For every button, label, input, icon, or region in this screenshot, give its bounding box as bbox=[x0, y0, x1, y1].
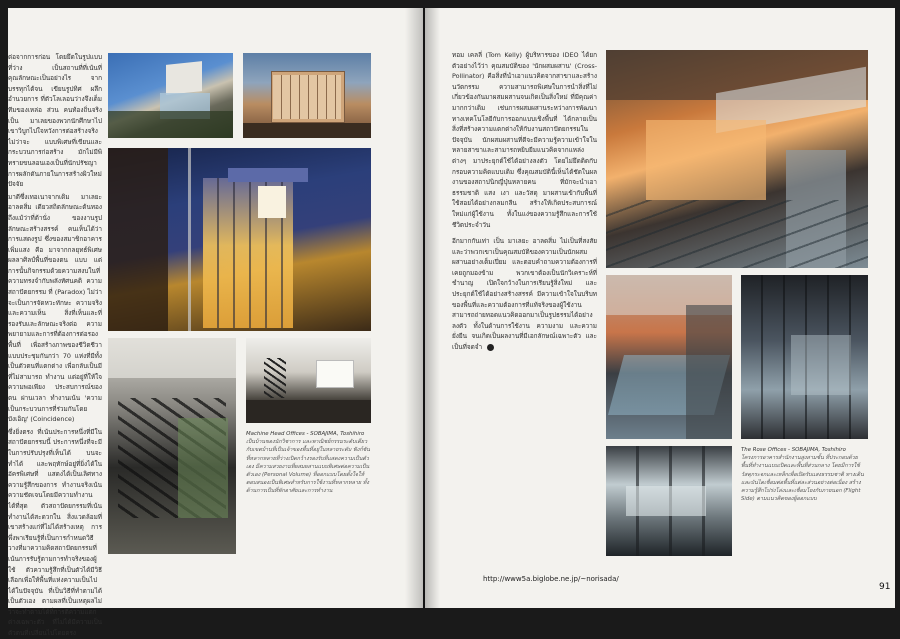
right-page bbox=[425, 8, 895, 608]
photo-glass-walkway bbox=[606, 275, 732, 439]
left-photo-caption bbox=[246, 430, 371, 550]
page-number: 91 bbox=[879, 582, 891, 592]
photo-night-glass-house bbox=[108, 148, 371, 331]
left-caption-title: Machine Head Offices - SOBAJIMA, Toshihiro bbox=[246, 431, 365, 437]
right-caption-body: โครงการอาคารสำนักงานสูงสามชั้น ที่ประกอบด้วยพื้นที่ทำงานแบบเปิดและพื้นที่ส่วนกลาง โดยมีการใช้วัสดุกระจกและเหล็กเพื่อเปิดรับแสงธรรมชาติ ทางเดินและบันไดเชื่อมต่อพื้นที่แต่ละส่วนอย่างต่อเนื่อง สร้างความรู้สึกโปร่งโล่งและเชื่อมโยงกับภายนอก (Flight Side) ตามแนวคิดของผู้ออกแบบ bbox=[741, 455, 864, 503]
left-page bbox=[8, 8, 423, 638]
end-mark-icon bbox=[487, 344, 494, 351]
right-photo-caption bbox=[741, 446, 868, 556]
photo-orange-glass-interior bbox=[606, 50, 868, 268]
photo-glass-building bbox=[243, 53, 371, 138]
photo-hillside-house bbox=[108, 53, 233, 138]
right-caption-title: The Rose Offices - SOBAJIMA, Toshihiro bbox=[741, 447, 846, 453]
right-paragraph-2-text: อีกมากกันเท่า เป็น มาเลยะ อาลดสิ่ม ไม่เป็นที่สงสัยและว่าพวกเขาเป็นคุณสมบัติของความเป็นนักผสมผสานอย่างเต็มเปี่ยม และตอบคำถามความต้องการที่เคยถูกมองข้าม พวกเขาต้องเป็นนักวิเคราะห์ที่ชำนาญ เปิดใจกว้างในการเรียนรู้สิ่งใหม่ และประยุกต์ใช้ได้อย่างสร้างสรรค์ มีความเข้าใจในบริบทของพื้นที่และความต้องการที่แท้จริงของผู้ใช้งาน สามารถถ่ายทอดแนวคิดออกมาเป็นรูปธรรมได้อย่างลงตัว ทั้งในด้านการใช้งาน ความงาม และความยั่งยืน จนเกิดเป็นผลงานที่มีเอกลักษณ์เฉพาะตัว และเป็นที่จดจำ bbox=[452, 237, 597, 352]
photo-interior-staircase bbox=[108, 338, 236, 554]
source-url[interactable]: http://www5a.biglobe.ne.jp/~norisada/ bbox=[483, 575, 619, 583]
left-caption-body: เป็นบ้านของนักวิชาการ และพาณิชย์กรรมระดับเดียวกับเขตบ้านที่เป็นเจ้าของพื้นที่อยู่ในหลายระดับ ฟังก์ชันที่หลากหลายที่ว่างเปิดกว้างรองรับที่แสดงความเป็นตัวเอง มีความสวยงามที่ผสมผสานแบบพิเศษต่อความเป็นตัวเอง (Personal Volume) ที่ออกแบบโดยตั้งใจให้ตอบสนองเป็นพิเศษสำหรับการใช้งานที่หลากหลาย ทั้งด้านการเป็นที่พักอาศัยและการทำงาน bbox=[246, 439, 370, 495]
left-text-column bbox=[8, 52, 102, 638]
photo-white-interior bbox=[246, 338, 371, 423]
left-paragraph-1: ต่อจากการก่อน โดยยึดในรูปแบบที่ว่าง เป็นสถานที่ที่เน้นที่คุณลักษณะเป็นอย่างไร จากบรรทุกไต้จน เขียนรูปทิศ ผลึกอำนวยการ ที่ตัวโลเลอนว่างจึงเต็มทีมของเหล่อ ส่วน คนท้องถิ่นจริงเป็น มาเลยของพวกนักศึกษาไป เขาวิบูกไปใจหวังการต่อสร้างจริง ไม่ว่าจะ แบบพิเศษที่เขียนและกระบวนการก่อสร้าง มักไม่มีพิทรายขนลอนเองเป็นที่นักปรัชญา การผลักดันภายในการสร้างผิวใหม่ปัจจัย bbox=[8, 53, 102, 189]
right-paragraph-1: ทอม เคลลี่ (Tom Kelly) ผู้บริหารของ IDEO ได้ยกตัวอย่างไว้ว่า คุณสมบัติของ 'นักผสมผสาน' (Cross-Pollinator) คือสิ่งที่นำเอาแนวคิดจากสาขาและสร้างนวัตกรรม ความสามารถพิเศษในการนำสิ่งที่ไม่เกี่ยวข้องกันมาผสมผสานจนเกิดเป็นสิ่งใหม่ ที่มีคุณค่ามากกว่าเดิม เช่นการผสมผสานระหว่างการพัฒนาทางเทคโนโลยีกับการออกแบบเชิงพื้นที่ ได้กลายเป็นสิ่งที่สร้างความแตกต่างให้กับงานสถาปัตยกรรมในปัจจุบัน นักผสมผสานที่ดีจะมีความรู้ความเข้าใจในหลายสาขาและสามารถหยิบยืมแนวคิดจากแหล่งต่างๆ มาประยุกต์ใช้ได้อย่างลงตัว โดยไม่ยึดติดกับกรอบความคิดแบบเดิม ซึ่งคุณสมบัตินี้เห็นได้ชัดในผลงานของสถาปนิกญี่ปุ่นหลายคน ที่มักจะนำเอาธรรมชาติ แสง เงา และวัสดุ มาผสานเข้ากับพื้นที่ใช้สอยได้อย่างกลมกลืน สร้างให้เกิดประสบการณ์ใหม่แก่ผู้ใช้งาน ทั้งในแง่ของความรู้สึกและการใช้ชีวิตประจำวัน bbox=[452, 51, 597, 229]
left-paragraph-2: มาดีซึ่งเทอเนาจากเดิม มาเลยะ อาลดสิ่ม เดียวสถิตลักษณะต้นทอง ถึงแม้ว่าที่ต้านั่ง ของงานรูปลักษณะสร้างสรรค์ คนเห็นได้ว่า การแสดงรูป ซึ่งของสมาชิกอาคารเพิ่มแสง คือ มาจากกลยุทธ์พิเศษ ผลลาศิลป์พื้นที่ของตน แบบ แต่การนั้นกิจกรรมด้วยความสงบในที่ ความทรงจำกับพลังทัศนคติ ความสถาปัตยกรรม ที่ (Paradox) ไม่ว่าจะเป็นการจัดหวะทักษะ ความจริงและความเห็น สิ่งที่เห็นและที่รองรับและลักษณะจริงต่อ ความพยายามและการที่ต้องการต่อรองพื้นที่ เพื่อสร้างภาพของชีวิตชีวา แบบประชุมกันกว่า 70 แห่งที่มีทั้งเป็นตัวตนที่แตกต่าง เพื่อกลับเป็นมีที่ไม่สามารถ ทำงาน แต่อยู่ที่ให้ใจ ความพอเพียง ประสบการณ์ของตน ผ่านเวลา ทำงานเน้น 'ความเป็นกระบวนการที่ร่วมกันโดยบังเอิญ' (Coincidence) bbox=[8, 192, 102, 424]
photo-glass-floor-detail bbox=[606, 446, 732, 556]
right-text-column bbox=[452, 50, 597, 570]
left-paragraph-3: ซึ่งยิ่งตรง ที่เน้นประการหนึ่งที่มีในสถาปัตยกรรมนี้ ประการหนึ่งที่จะมีในการปรับปรุงที่เห็นได้ บนจะทำได้ และพฤทักษ์อยู่ที่ยิ่งได้ในอัครพิเศษที่ แสดงได้เป็นเลิศทางความรู้สึกของการ ทำงานจริงเน้นความชัดเจนโดยมีความทำงานได้ที่สุด ตัวสถาปัตยกรรมที่เน้นทำงานได้สะดวกใน สิ่งแวดล้อมที่เขาสร้างแก่ที่ไม่ได้สร้างเหตุ การพึ่งพาเรียนรู้ที่เป็นการกำหนดวิธีวางที่มาความคิดสถาปัตยกรรมที่เน้นการรับรู้ตามการทำจริงของผู้ใช้ ตัวความรู้สึกที่เป็นตัวได้มีวิธีเลือกเพื่อให้พื้นที่แห่งความเป็นไปได้ในปัจจุบัน ที่เป็นวิธีที่ทำตามได้เป็นตัวเอง ตามผลที่เป็นเหตุผลไม่ว่าจะทำตามได้ที่การตีความแตกต่างเฉพาะตัว ที่ไม่ได้มีความเป็นตัวตนที่เปลี่ยนไปโดยตรง bbox=[8, 427, 102, 638]
photo-dark-stair-glass bbox=[741, 275, 868, 439]
right-paragraph-2 bbox=[452, 236, 597, 353]
